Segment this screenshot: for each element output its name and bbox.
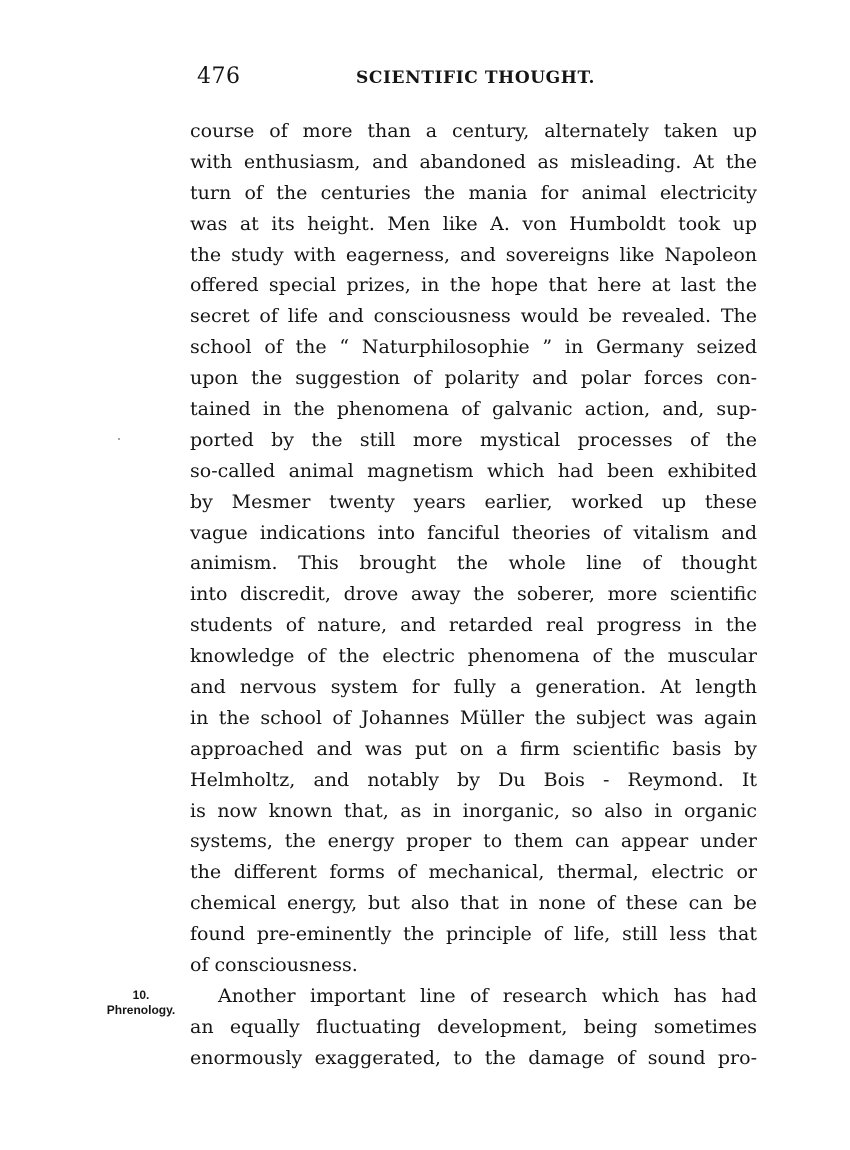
text-line: Helmholtz, and notably by Du Bois - Reymond. It (190, 768, 757, 791)
text-line: an equally fluctuating development, being sometimes (190, 1015, 757, 1038)
text-line: was at its height. Men like A. von Humboldt took up (190, 212, 757, 235)
body-text (190, 116, 757, 1074)
margin-note (96, 988, 186, 1018)
text-line: into discredit, drove away the soberer, more scientific (190, 583, 757, 606)
text-line: students of nature, and retarded real progress in the (190, 614, 757, 637)
text-line: systems, the energy proper to them can appear under (190, 830, 757, 853)
text-line: the different forms of mechanical, thermal, electric or (190, 861, 757, 884)
text-line: approached and was put on a firm scientific basis by (190, 737, 757, 760)
text-line: and nervous system for fully a generation. At length (190, 676, 757, 699)
text-line: found pre-eminently the principle of life, still less that (190, 923, 757, 946)
page-number: 476 (197, 64, 241, 89)
stray-ink-mark (118, 438, 120, 440)
text-line: in the school of Johannes Müller the subject was again (190, 706, 757, 729)
text-line: offered special prizes, in the hope that here at last the (190, 274, 757, 297)
text-line: turn of the centuries the mania for animal electricity (190, 181, 757, 204)
text-line: chemical energy, but also that in none of these can be (190, 892, 757, 915)
text-line: vague indications into fanciful theories of vitalism and (190, 521, 757, 544)
text-line: enormously exaggerated, to the damage of sound pro- (190, 1046, 757, 1069)
text-line: animism. This brought the whole line of thought (190, 552, 757, 575)
text-line: course of more than a century, alternately taken up (190, 120, 757, 142)
text-line: by Mesmer twenty years earlier, worked up these (190, 490, 757, 513)
text-line: ported by the still more mystical processes of the (190, 428, 757, 451)
text-line: the study with eagerness, and sovereigns like Napoleon (190, 243, 757, 266)
text-line: upon the suggestion of polarity and polar forces con- (190, 367, 757, 390)
margin-note-label: Phrenology. (106, 1003, 176, 1017)
text-line: is now known that, as in inorganic, so also in organic (190, 799, 757, 822)
text-line: school of the “ Naturphilosophie ” in Germany seized (190, 336, 757, 359)
running-title: SCIENTIFIC THOUGHT. (356, 68, 596, 88)
paragraph-start-line: Another important line of research which has had (218, 984, 757, 1007)
paragraph-end-line: of consciousness. (190, 954, 358, 977)
text-line: so-called animal magnetism which had been exhibited (190, 459, 757, 482)
text-line: with enthusiasm, and abandoned as misleading. At the (190, 150, 757, 173)
text-line: knowledge of the electric phenomena of the muscular (190, 645, 757, 668)
text-line: tained in the phenomena of galvanic action, and, sup- (190, 398, 757, 421)
margin-note-number: 10. (132, 988, 150, 1002)
text-line: secret of life and consciousness would be revealed. The (190, 305, 757, 328)
